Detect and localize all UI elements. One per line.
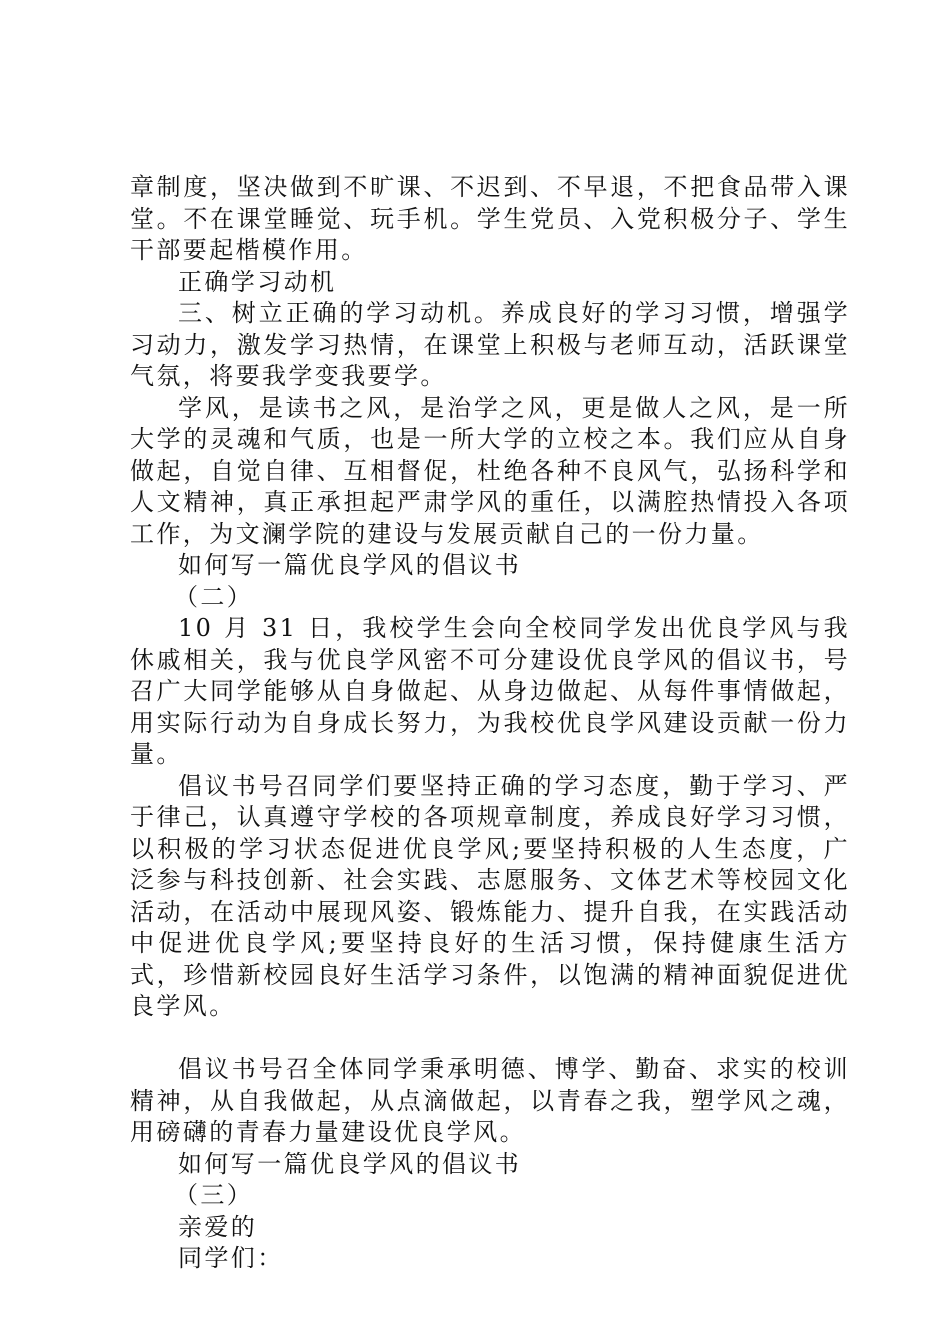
section-heading-1: 正确学习动机 xyxy=(178,267,337,296)
paragraph-3: 学风，是读书之风，是治学之风，更是做人之风，是一所大学的灵魂和气质，也是一所大学的立校之本。我们应从自身做起，自觉自律、互相督促，杜绝各种不良风气，弘扬科学和人文精神，真正承担起严肃学风的重任，以满腔热情投入各项工作，为文澜学院的建设与发展贡献自己的一份力量。 xyxy=(130,393,850,548)
section-title-3: 如何写一篇优良学风的倡议书 xyxy=(178,1149,522,1178)
section-title-2: 如何写一篇优良学风的倡议书 xyxy=(178,551,522,579)
paragraph-4: 10 月 31 日，我校学生会向全校同学发出优良学风与我休戚相关，我与优良学风密不可分建设优良学风的倡议书，号召广大同学能够从自身做起、从身边做起、从每件事情做起，用实际行动为自身成长努力，为我校优良学风建设贡献一份力量。 xyxy=(130,614,850,768)
document-body xyxy=(130,172,850,1275)
paragraph-1: 章制度，坚决做到不旷课、不迟到、不早退，不把食品带入课堂。不在课堂睡觉、玩手机。学生党员、入党积极分子、学生干部要起楷模作用。 xyxy=(130,173,850,264)
salutation-line-1: 亲爱的 xyxy=(178,1212,258,1241)
paragraph-5: 倡议书号召同学们要坚持正确的学习态度，勤于学习、严于律己，认真遵守学校的各项规章制度，养成良好学习习惯，以积极的学习状态促进优良学风;要坚持积极的人生态度，广泛参与科技创新、社会实践、志愿服务、文体艺术等校园文化活动，在活动中展现风姿、锻炼能力、提升自我，在实践活动中促进优良学风;要坚持良好的生活习惯，保持健康生活方式，珍惜新校园良好生活学习条件，以饱满的精神面貌促进优良学风。 xyxy=(130,771,850,1020)
paragraph-2: 三、树立正确的学习动机。养成良好的学习习惯，增强学习动力，激发学习热情，在课堂上积极与老师互动，活跃课堂气氛，将要我学变我要学。 xyxy=(130,299,850,390)
section-number-2: （二） xyxy=(174,582,254,611)
salutation-line-2: 同学们： xyxy=(178,1244,284,1272)
section-number-3: （三） xyxy=(174,1181,254,1209)
blank-line xyxy=(130,1023,850,1055)
paragraph-6: 倡议书号召全体同学秉承明德、博学、勤奋、求实的校训精神，从自我做起，从点滴做起，以青春之我，塑学风之魂，用磅礴的青春力量建设优良学风。 xyxy=(130,1055,850,1146)
